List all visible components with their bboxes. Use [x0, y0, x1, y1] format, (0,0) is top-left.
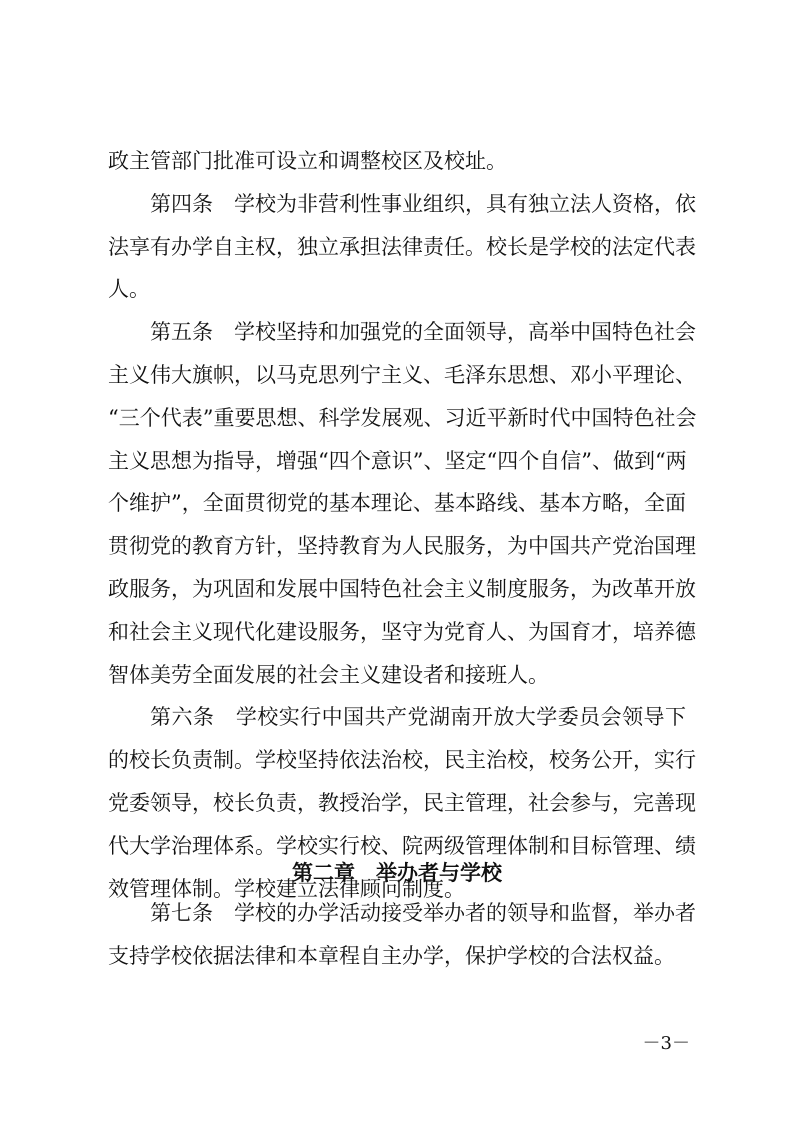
paragraph-line: 支持学校依据法律和本章程自主办学，保护学校的合法权益。	[108, 943, 675, 968]
chapter-body-text	[108, 892, 696, 978]
paragraph-line: 主义伟大旗帜，以马克思列宁主义、毛泽东思想、邓小平理论、	[108, 362, 696, 387]
paragraph-line: 政主管部门批准可设立和调整校区及校址。	[108, 149, 507, 173]
paragraph-line: 贯彻党的教育方针，坚持教育为人民服务，为中国共产党治国理	[108, 534, 696, 559]
paragraph-line: 和社会主义现代化建设服务，坚守为党育人、为国育才，培养德	[108, 619, 696, 644]
paragraph-line: 法享有办学自主权，独立承担法律责任。校长是学校的法定代表	[108, 234, 696, 259]
paragraph-line: 主义思想为指导，增强“四个意识”、坚定“四个自信”、做到“两	[108, 448, 687, 473]
paragraph-line: 政服务，为巩固和发展中国特色社会主义制度服务，为改革开放	[108, 576, 696, 601]
paragraph-line: 的校长负责制。学校坚持依法治校，民主治校，校务公开，实行	[108, 748, 696, 773]
paragraph-line: 第六条 学校实行中国共产党湖南开放大学委员会领导下	[150, 705, 686, 730]
paragraph-line: “三个代表”重要思想、科学发展观、习近平新时代中国特色社会	[108, 405, 697, 430]
body-text	[108, 140, 697, 910]
paragraph-line: 智体美劳全面发展的社会主义建设者和接班人。	[108, 662, 549, 687]
chapter-heading: 第二章 举办者与学校	[292, 860, 502, 885]
paragraph-line: 个维护”，全面贯彻党的基本理论、基本路线、基本方略，全面	[108, 491, 686, 516]
page-number: －3－	[642, 1033, 690, 1054]
paragraph-line: 代大学治理体系。学校实行校、院两级管理体制和目标管理、绩	[108, 833, 696, 858]
paragraph-line: 党委领导，校长负责，教授治学，民主管理，社会参与，完善现	[108, 790, 696, 815]
paragraph-line: 人。	[108, 277, 150, 302]
paragraph-line: 第五条 学校坚持和加强党的全面领导，高举中国特色社会	[150, 320, 696, 345]
paragraph-line: 效管理体制。学校建立法律顾问制度。	[108, 876, 465, 901]
paragraph-line: 第七条 学校的办学活动接受举办者的领导和监督，举办者	[150, 901, 696, 925]
paragraph-line: 第四条 学校为非营利性事业组织，具有独立法人资格，依	[150, 191, 696, 216]
